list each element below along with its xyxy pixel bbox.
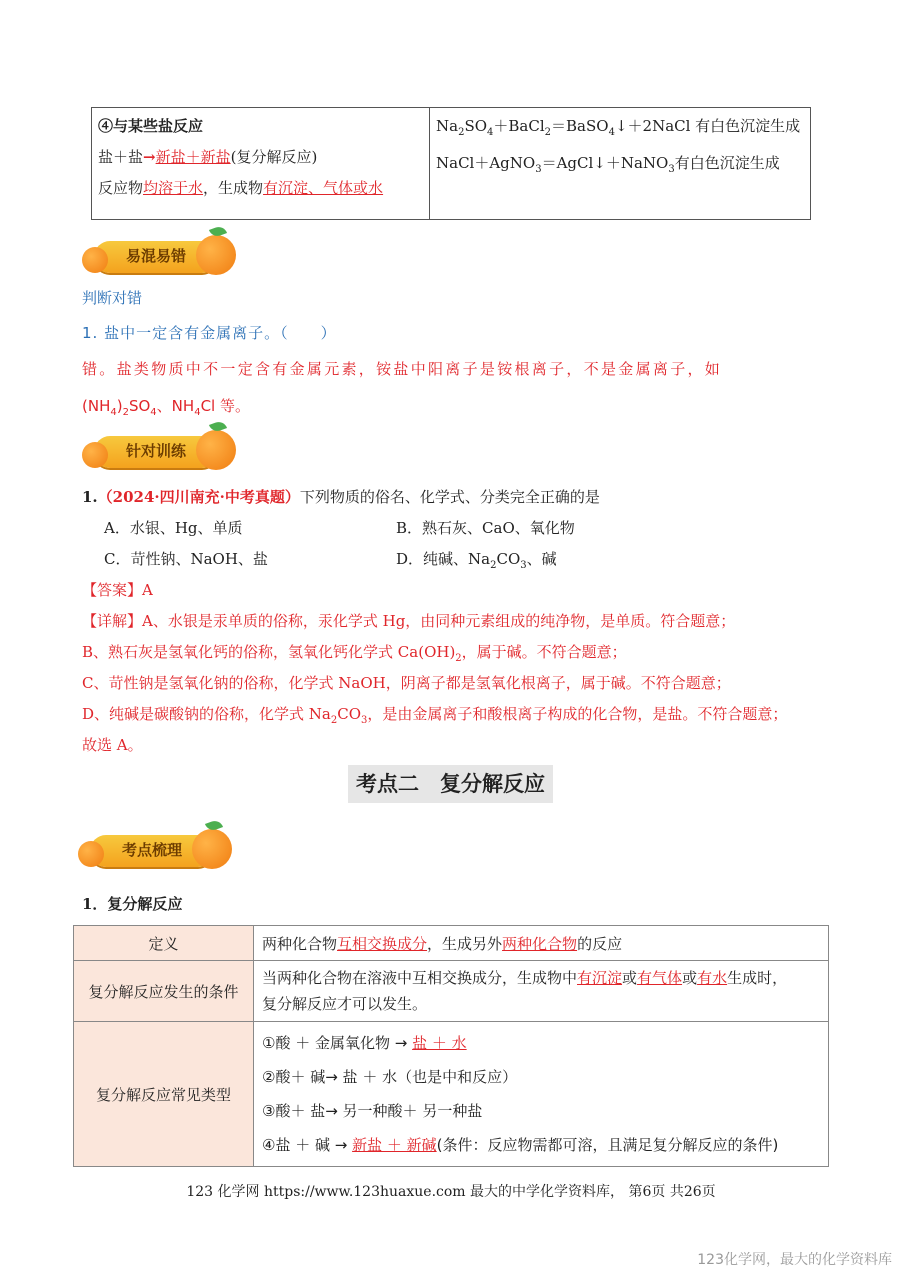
type-2: ②酸＋ 碱→ 盐 ＋ 水（也是中和反应） — [262, 1068, 518, 1086]
type-3: ③酸＋ 盐→ 另一种酸＋ 另一种盐 — [262, 1102, 483, 1120]
answer-value: A — [142, 581, 153, 599]
judge-question-1: 1. 盐中一定含有金属离子。（ ） — [82, 324, 337, 342]
row-conditions-head: 复分解反应发生的条件 — [74, 961, 254, 1022]
detail-line-4 — [82, 703, 787, 726]
subscript: 4 — [110, 407, 117, 418]
text: 或 — [622, 969, 638, 987]
question-text: 下列物质的俗名、化学式、分类完全正确的是 — [299, 488, 600, 506]
answer-label: 【答案】 — [82, 581, 143, 599]
judge-answer-line2 — [82, 395, 250, 418]
subscript: 4 — [194, 407, 201, 418]
text: 盐 ＋ 水 — [412, 1034, 467, 1052]
option-c: C．苛性钠、NaOH、盐 — [104, 550, 268, 568]
text: 反应物 — [98, 179, 144, 197]
text: 有气体 — [637, 969, 683, 987]
text: 两种化合物 — [262, 934, 338, 953]
text: 或 — [682, 969, 698, 987]
text: ，生成另外 — [427, 934, 503, 953]
text: D、纯碱是碳酸钠的俗称，化学式 Na — [82, 705, 331, 723]
row-types-head: 复分解反应常见类型 — [74, 1022, 254, 1167]
type-4 — [262, 1128, 820, 1162]
text: SO — [464, 117, 488, 135]
text: (条件：反应物需都可溶，且满足复分解反应的条件) — [436, 1136, 779, 1154]
text: SO — [128, 397, 151, 415]
arrow-icon: → — [143, 148, 156, 166]
subscript: 4 — [487, 127, 494, 138]
banner-label: 考点梳理 — [121, 841, 182, 859]
subscript: 3 — [535, 164, 542, 175]
text: 有白色沉淀生成 — [674, 154, 780, 172]
text: ④盐 ＋ 碱 → — [262, 1136, 353, 1154]
text: ↓＋2NaCl 有白色沉淀生成 — [614, 117, 801, 135]
subscript: 2 — [544, 127, 552, 138]
equation-1 — [436, 111, 804, 148]
text: ，是由金属离子和酸根离子构成的化合物，是盐。不符合题意； — [367, 705, 788, 723]
banner-label: 针对训练 — [125, 442, 186, 460]
type-1 — [262, 1026, 820, 1060]
page-footer: 123 化学网 https://www.123huaxue.com 最大的中学化学资料库， 第6页 共26页 — [186, 1184, 716, 1200]
text: 的反应 — [577, 934, 623, 953]
question-stem — [82, 486, 600, 507]
detail-line-2 — [82, 641, 627, 664]
section-title: 考点二 复分解反应 — [348, 765, 553, 803]
subscript: 4 — [608, 127, 615, 138]
text: 新盐＋新盐 — [155, 148, 231, 166]
subscript: 2 — [490, 560, 497, 571]
text: 当两种化合物在溶液中互相交换成分，生成物中 — [262, 969, 578, 987]
text: 均溶于水 — [143, 179, 204, 197]
row-definition-body — [254, 926, 829, 961]
text: 新盐 ＋ 新碱 — [352, 1136, 437, 1154]
salt-reaction-right-cell — [430, 108, 811, 220]
subscript: 2 — [455, 653, 462, 664]
subscript: 2 — [330, 715, 338, 726]
subscript: 3 — [668, 164, 675, 175]
text: ＝BaSO — [551, 117, 609, 135]
text: NaCl＋AgNO — [436, 154, 536, 172]
watermark: 123化学网，最大的化学资料库 — [697, 1252, 892, 1268]
judge-heading: 判断对错 — [82, 289, 143, 307]
text: CO — [496, 550, 521, 568]
text: 、碱 — [526, 550, 557, 568]
salt-reaction-line1 — [98, 142, 423, 173]
option-b: B．熟石灰、CaO、氧化物 — [396, 519, 575, 537]
text: A、水银是汞单质的俗称，汞化学式 Hg，由同种元素组成的纯净物，是单质。符合题意； — [142, 612, 736, 630]
text: ，生成物 — [203, 179, 264, 197]
subscript: 3 — [520, 560, 527, 571]
text: ＝AgCl↓＋NaNO — [541, 154, 669, 172]
text: ) — [116, 397, 123, 415]
detail-line-5: 故选 A。 — [82, 736, 143, 754]
judge-answer-line1: 错。盐类物质中不一定含有金属元素，铵盐中阳离子是铵根离子，不是金属离子，如 — [82, 360, 723, 378]
equation-2 — [436, 148, 804, 185]
text: D．纯碱、Na — [396, 550, 491, 568]
text: CO — [337, 705, 362, 723]
text: 生成时， — [727, 969, 788, 987]
text: Na — [436, 117, 459, 135]
detail-line-1 — [82, 610, 735, 631]
text: B、熟石灰是氢氧化钙的俗称，氢氧化钙化学式 Ca(OH) — [82, 643, 456, 661]
subscript: 4 — [150, 407, 157, 418]
text: 复分解反应才可以发生。 — [262, 995, 428, 1013]
row-definition-head: 定义 — [74, 926, 254, 961]
banner-targeted-training — [86, 428, 236, 474]
text: ，属于碱。不符合题意； — [461, 643, 627, 661]
question-number: 1. — [82, 488, 98, 506]
text: (复分解反应) — [230, 148, 318, 166]
row-conditions-body — [254, 961, 829, 1022]
text: (NH — [82, 397, 111, 415]
detail-label: 【详解】 — [82, 612, 143, 630]
subheading: 1．复分解反应 — [82, 895, 183, 913]
text: 互相交换成分 — [337, 934, 428, 953]
subscript: 2 — [122, 407, 129, 418]
text: 盐＋盐 — [98, 148, 144, 166]
subscript: 3 — [361, 715, 368, 726]
salt-reaction-table — [91, 107, 811, 220]
row-types-body — [254, 1022, 829, 1167]
banner-confusing-errors — [86, 233, 236, 279]
detail-line-3: C、苛性钠是氢氧化钠的俗称，化学式 NaOH，阴离子都是氢氧化根离子，属于碱。不符合题意； — [82, 674, 731, 692]
salt-reaction-left-cell — [92, 108, 430, 220]
salt-reaction-title: ④与某些盐反应 — [98, 117, 204, 135]
text: Cl 等。 — [200, 397, 250, 415]
banner-key-points — [82, 827, 232, 873]
banner-label: 易混易错 — [125, 247, 186, 265]
text: 、NH — [156, 397, 195, 415]
text: ＋BaCl — [493, 117, 545, 135]
text: 有水 — [697, 969, 728, 987]
text: ①酸 ＋ 金属氧化物 → — [262, 1034, 413, 1052]
text: 两种化合物 — [502, 934, 578, 953]
answer — [82, 579, 153, 600]
double-decomposition-table — [73, 925, 829, 1167]
salt-reaction-line2 — [98, 173, 423, 204]
question-source: （2024·四川南充·中考真题） — [97, 488, 300, 506]
option-d — [396, 548, 557, 571]
option-a: A．水银、Hg、单质 — [104, 519, 243, 537]
text: 有沉淀、气体或水 — [263, 179, 384, 197]
subscript: 2 — [458, 127, 465, 138]
text: 有沉淀 — [577, 969, 623, 987]
